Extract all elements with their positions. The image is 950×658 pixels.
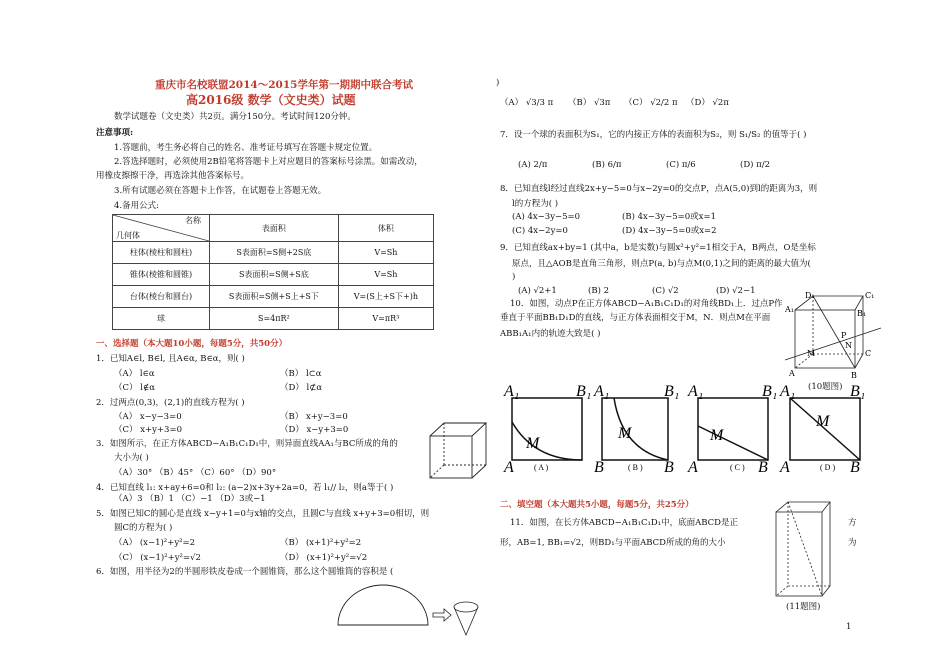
b-label-M: M: [618, 425, 632, 442]
q6-option-a: （A） √3/3 π: [500, 98, 554, 108]
note-5: 4.备用公式:: [114, 201, 159, 211]
a-label-A: A: [504, 459, 514, 476]
label-M: M: [807, 349, 816, 358]
caption-a: ( A ): [534, 463, 549, 472]
q6-figure: [336, 585, 476, 645]
q5-option-d: （D） (x+1)²+y²=√2: [280, 553, 368, 563]
exam-subtitle: 高2016级 数学（文史类）试题: [186, 93, 356, 107]
section2-heading: 二、填空题（本大题共5小题，每题5分，共25分）: [500, 500, 694, 510]
table-cell: V=Sh: [338, 242, 433, 264]
q8-option-a: (A) 4x−3y−5=0: [512, 212, 581, 222]
q2-option-d: （D） x−y+3=0: [280, 425, 349, 435]
table-cell: 柱体(棱柱和圆柱): [113, 242, 210, 264]
corner-top: 名称: [185, 216, 201, 225]
choice-c-line: [698, 426, 768, 460]
q11-stem-line1: 11．如图，在长方体ABCD−A₁B₁C₁D₁中，底面ABCD是正: [510, 518, 738, 528]
q8-option-d: (D) 4x−3y−5=0或x=2: [622, 226, 717, 236]
label-P: P: [841, 331, 847, 340]
formula-table: [112, 214, 434, 330]
b-label-B1: B₁: [664, 383, 680, 400]
table-cell: S表面积=S侧+S底: [210, 264, 339, 286]
note-3: 用橡皮擦擦干净，再选涂其他答案标号。: [96, 171, 250, 181]
page-number: 1: [846, 622, 852, 632]
q3-cube-figure: [428, 420, 488, 482]
note-4: 3.所有试题必须在答题卡上作答，在试题卷上答题无效。: [114, 186, 327, 196]
q2-option-b: （B） x+y−3=0: [280, 412, 348, 422]
d-label-A: A: [780, 459, 790, 476]
q3-stem-line1: 3．如图所示，在正方体ABCD−A₁B₁C₁D₁中，则异面直线AA₁与BC所成的角的: [96, 439, 398, 449]
q8-stem-line2: l的方程为( ): [512, 199, 559, 209]
exam-title: 重庆市名校联盟2014～2015学年第一期期中联合考试: [155, 79, 413, 91]
table-cell: S=4πR²: [210, 308, 339, 330]
q11-tail2: 为: [848, 538, 857, 548]
table-corner: [113, 215, 210, 242]
q10-choices-figure: [504, 383, 874, 476]
choice-a-square: [512, 398, 582, 460]
label-A: A: [789, 369, 795, 378]
q7-stem: 7．设一个球的表面积为S₁，它的内接正方体的表面积为S₂，则 S₁/S₂ 的值等于( ): [500, 130, 807, 140]
label-C: C: [865, 349, 872, 358]
choice-b-square: [602, 398, 668, 460]
q2-option-c: （C） x+y+3=0: [114, 425, 182, 435]
table-cell: V=(S上+S下+)h: [338, 286, 433, 308]
label-B1: B₁: [857, 309, 867, 318]
q7-option-d: (D) π/2: [740, 160, 771, 170]
b-label-A1: A₁: [594, 383, 610, 400]
c-label-M: M: [710, 427, 724, 444]
table-cell: V=πR³: [338, 308, 433, 330]
table-cell: 球: [113, 308, 210, 330]
table-cell: S表面积=S侧+2S底: [210, 242, 339, 264]
c-label-A: A: [688, 459, 698, 476]
q9-stem-line2: 原点，且△AOB是直角三角形，则点P(a, b)与点M(0,1)之间的距离的最大值为(: [512, 259, 811, 269]
q9-stem-line1: 9．已知直线ax+by=1 (其中a，b是实数)与圆x²+y²=1相交于A，B两点，O是坐标: [500, 243, 816, 253]
q3-options: （A）30° （B）45° （C）60° （D）90°: [114, 468, 277, 478]
q10-stem-line3: ABB₁A₁内的轨迹大致是( ): [500, 329, 601, 339]
q10-stem-line1: 10．如图，动点P在正方体ABCD−A₁B₁C₁D₁的对角线BD₁上．过点P作: [510, 299, 783, 309]
a-label-B: B: [594, 459, 604, 476]
col-header-volume: 体积: [338, 215, 433, 242]
corner-bottom: 几何体: [116, 231, 140, 240]
caption-c: ( C ): [730, 463, 745, 472]
label-A1: A₁: [785, 305, 794, 314]
q5-option-b: （B） (x+1)²+y²=2: [280, 538, 362, 548]
q10-cube-figure: [785, 290, 885, 380]
table-row: [113, 242, 434, 264]
q9-option-b: (B) 2: [588, 286, 609, 296]
q4-stem: 4．已知直线 l₁: x+ay+6=0和 l₂: (a−2)x+3y+2a=0，若 l₁// l₂，则a等于( ): [96, 483, 394, 493]
table-cell: 锥体(棱锥和圆锥): [113, 264, 210, 286]
q10-stem-line2: 垂直于平面BB₁D₁D的直线，与正方体表面相交于M，N．则点M在平面: [500, 313, 771, 323]
label-D1: D₁: [805, 291, 815, 300]
q5-option-a: （A） (x−1)²+y²=2: [114, 538, 196, 548]
q7-option-b: (B) 6/π: [592, 160, 622, 170]
q2-stem: 2．过两点(0,3)，(2,1)的直线方程为( ): [96, 398, 245, 408]
q7-option-c: (C) π/6: [666, 160, 696, 170]
table-cell: 台体(棱台和圆台): [113, 286, 210, 308]
d-label-B1: B₁: [850, 383, 866, 400]
fig10-caption: (10题图): [808, 382, 843, 392]
d-label-A1: A₁: [780, 383, 796, 400]
q1-option-c: （C） l∉α: [114, 383, 155, 393]
q5-option-c: （C） (x−1)²+y²=√2: [114, 553, 201, 563]
table-row: [113, 308, 434, 330]
q5-stem-line1: 5．如图已知C的圆心是直线 x−y+1=0与x轴的交点，且圆C与直线 x+y+3=0相切，则: [96, 509, 430, 519]
c-label-A1: A₁: [688, 383, 704, 400]
q11-tail1: 方: [848, 518, 857, 528]
exam-intro: 数学试题卷（文史类）共2页。满分150分。考试时间120分钟。: [114, 112, 356, 122]
caption-d: ( D ): [820, 463, 836, 472]
q9-stem-line3: ): [512, 272, 516, 282]
c-label-B1: B₁: [762, 383, 778, 400]
label-C1: C₁: [865, 291, 875, 300]
section1-heading: 一、选择题（本大题10小题，每题5分，共50分）: [96, 339, 288, 349]
q9-option-a: (A) √2+1: [518, 286, 557, 296]
q3-stem-line2: 大小为( ): [114, 453, 149, 463]
notes-heading: 注意事项:: [96, 128, 134, 138]
a-label-M: M: [526, 435, 540, 452]
q6-option-b: （B） √3π: [568, 98, 611, 108]
table-row: [113, 286, 434, 308]
label-B: B: [851, 371, 857, 380]
q9-option-c: (C) √2: [652, 286, 679, 296]
b-label-B: B: [664, 459, 674, 476]
q6-option-c: （C） √2/2 π: [624, 98, 678, 108]
q8-stem-line1: 8．已知直线l经过直线2x+y−5=0与x−2y=0的交点P，点A(5,0)到l的距离为3，则: [500, 184, 818, 194]
q9-option-d: (D) √2−1: [716, 286, 756, 296]
caption-b: ( B ): [628, 463, 643, 472]
q1-option-b: （B） l⊂α: [280, 369, 322, 379]
q6-close-paren: ): [496, 78, 500, 88]
table-cell: S表面积=S侧+S上+S下: [210, 286, 339, 308]
d-label-M: M: [816, 413, 830, 430]
q1-option-d: （D） l⊄α: [280, 383, 323, 393]
q4-options: （A）3 （B）1 （C）−1 （D）3或−1: [114, 494, 266, 504]
a-label-A1: A₁: [504, 383, 520, 400]
note-2: 2.答选择题时，必须使用2B铅笔将答题卡上对应题目的答案标号涂黑。如需改动，: [114, 157, 423, 167]
q1-stem: 1．已知A∈l, B∈l, 且A∈α, B∈α，则( ): [96, 354, 245, 364]
note-1: 1.答题前，考生务必将自己的姓名、准考证号填写在答题卡规定位置。: [114, 143, 378, 153]
table-row: [113, 264, 434, 286]
q2-option-a: （A） x−y−3=0: [114, 412, 182, 422]
table-cell: V=Sh: [338, 264, 433, 286]
label-N: N: [845, 341, 852, 350]
q8-option-b: (B) 4x−3y−5=0或x=1: [622, 212, 716, 222]
a-label-B1: B₁: [576, 383, 592, 400]
q6-stem: 6．如图，用半径为2的半圆形铁皮卷成一个圆锥筒，那么这个圆锥筒的容积是 (: [96, 567, 394, 577]
col-header-surface: 表面积: [210, 215, 339, 242]
choice-c-square: [698, 398, 768, 460]
d-label-B: B: [850, 459, 860, 476]
choice-a-curve: [512, 422, 582, 460]
q11-box-figure: [766, 498, 836, 608]
c-label-B: B: [758, 459, 768, 476]
q11-stem-line2: 形，AB=1, BB₁=√2，则BD₁与平面ABCD所成的角的大小: [500, 538, 726, 548]
q5-stem-line2: 圆C的方程为( ): [114, 523, 173, 533]
q8-option-c: (C) 4x−2y=0: [512, 226, 568, 236]
q1-option-a: （A） l∈α: [114, 369, 155, 379]
q7-option-a: (A) 2/π: [518, 160, 548, 170]
q6-option-d: （D） √2π: [686, 98, 729, 108]
fig11-caption: (11题图): [786, 602, 821, 612]
